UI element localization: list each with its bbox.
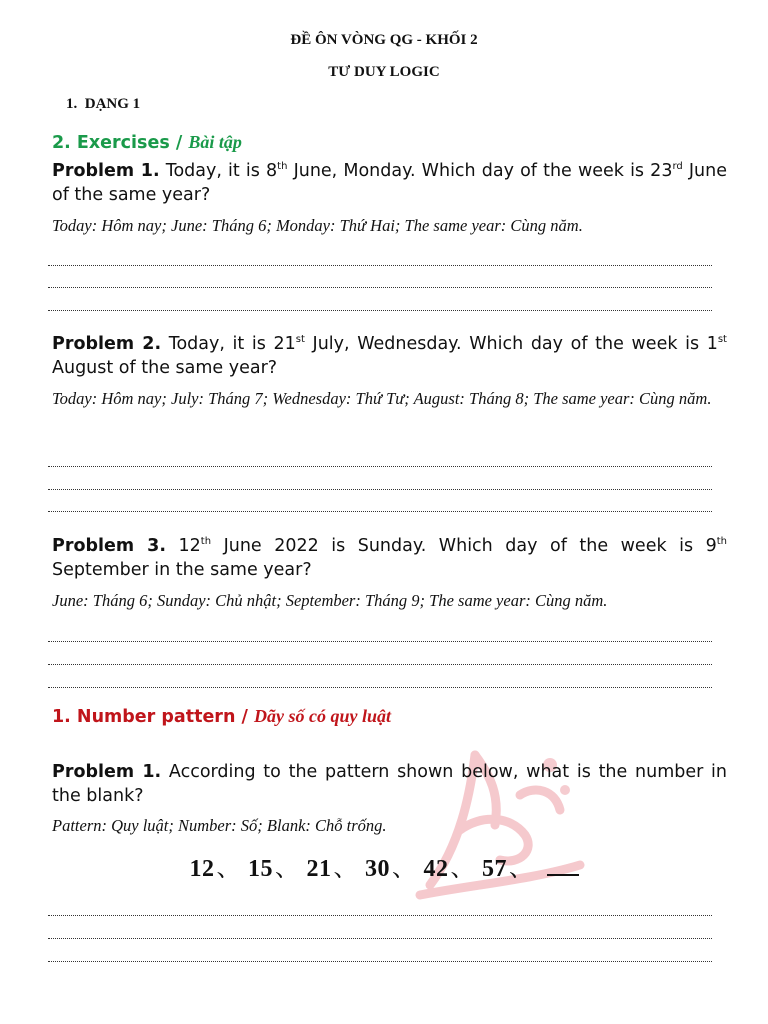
- answer-line: [48, 915, 712, 916]
- problem-3-part: September in the same year?: [52, 560, 312, 580]
- answer-line: [48, 489, 712, 490]
- problem-2-text: [52, 332, 727, 380]
- problem-2-sup: st: [295, 334, 305, 346]
- problem-1-part: Today, it is 8: [159, 161, 278, 181]
- sequence-number: 57: [482, 856, 507, 882]
- sequence-number: 21: [306, 856, 332, 882]
- answer-line: [48, 466, 712, 467]
- pattern-problem-body: According to the pattern shown below, what is the number in the blank?: [52, 762, 727, 806]
- answer-line: [48, 310, 712, 311]
- problem-3-text: [52, 534, 727, 582]
- problem-1-part: June of the same year?: [52, 161, 727, 205]
- exercises-heading-en: 2. Exercises /: [52, 133, 189, 153]
- exercises-heading-vi: Bài tập: [188, 132, 242, 152]
- sequence-separator: 、: [392, 856, 417, 882]
- pattern-problem-translation: Pattern: Quy luật; Number: Số; Blank: Chỗ trống.: [52, 816, 387, 835]
- problem-3-part: June 2022 is Sunday. Which day of the week is 9: [211, 536, 717, 556]
- problem-3-sup: th: [716, 536, 727, 548]
- problem-3-part: 12: [165, 536, 201, 556]
- sequence-separator: 、: [275, 856, 300, 882]
- page-subtitle: TƯ DUY LOGIC: [328, 64, 440, 80]
- problem-2-part: July, Wednesday. Which day of the week is 1: [304, 334, 718, 354]
- sequence-number: 30: [365, 856, 390, 882]
- answer-line: [48, 938, 712, 939]
- pattern-heading-vi: Dãy số có quy luật: [253, 706, 391, 726]
- problem-2-sup: st: [717, 334, 727, 346]
- answer-line: [48, 961, 712, 962]
- problem-1-translation: Today: Hôm nay; June: Tháng 6; Monday: Thứ Hai; The same year: Cùng năm.: [52, 216, 583, 235]
- sequence-separator: 、: [216, 856, 241, 882]
- sequence-separator: 、: [450, 856, 475, 882]
- sequence-number: 42: [423, 856, 449, 882]
- section-label: 1. DẠNG 1: [66, 96, 141, 112]
- answer-line: [48, 664, 712, 665]
- pattern-heading: [52, 706, 391, 727]
- sequence-number: 15: [248, 856, 273, 882]
- problem-2-part: Today, it is 21: [161, 334, 296, 354]
- pattern-heading-en: 1. Number pattern /: [52, 707, 254, 727]
- problem-3-sup: th: [200, 536, 212, 548]
- problem-1-part: June, Monday. Which day of the week is 23: [287, 161, 673, 181]
- sequence-separator: 、: [509, 856, 534, 882]
- problem-2-part: August of the same year?: [52, 358, 278, 378]
- sequence-separator: 、: [333, 856, 358, 882]
- problem-2-label: Problem 2.: [52, 334, 162, 354]
- pattern-problem-label: Problem 1.: [52, 762, 162, 782]
- problem-2-translation: Today: Hôm nay; July: Tháng 7; Wednesday: Thứ Tư; August: Tháng 8; The same year: Cùng năm.: [52, 389, 712, 408]
- sequence-number: 12: [189, 856, 215, 882]
- page-title: ĐỀ ÔN VÒNG QG - KHỐI 2: [290, 32, 478, 48]
- answer-line: [48, 641, 712, 642]
- exercises-heading: [52, 132, 242, 153]
- answer-line: [48, 265, 712, 266]
- sequence-blank: [547, 856, 579, 876]
- problem-3-label: Problem 3.: [52, 536, 166, 556]
- answer-line: [48, 287, 712, 288]
- answer-line: [48, 687, 712, 688]
- problem-1-label: Problem 1.: [52, 161, 160, 181]
- problem-1-sup: th: [277, 161, 288, 173]
- number-sequence: [0, 848, 768, 883]
- pattern-problem-text: [52, 760, 727, 808]
- answer-line: [48, 511, 712, 512]
- problem-3-translation: June: Tháng 6; Sunday: Chủ nhật; September: Tháng 9; The same year: Cùng năm.: [52, 591, 608, 610]
- problem-1-text: [52, 159, 727, 207]
- problem-1-sup: rd: [672, 161, 683, 173]
